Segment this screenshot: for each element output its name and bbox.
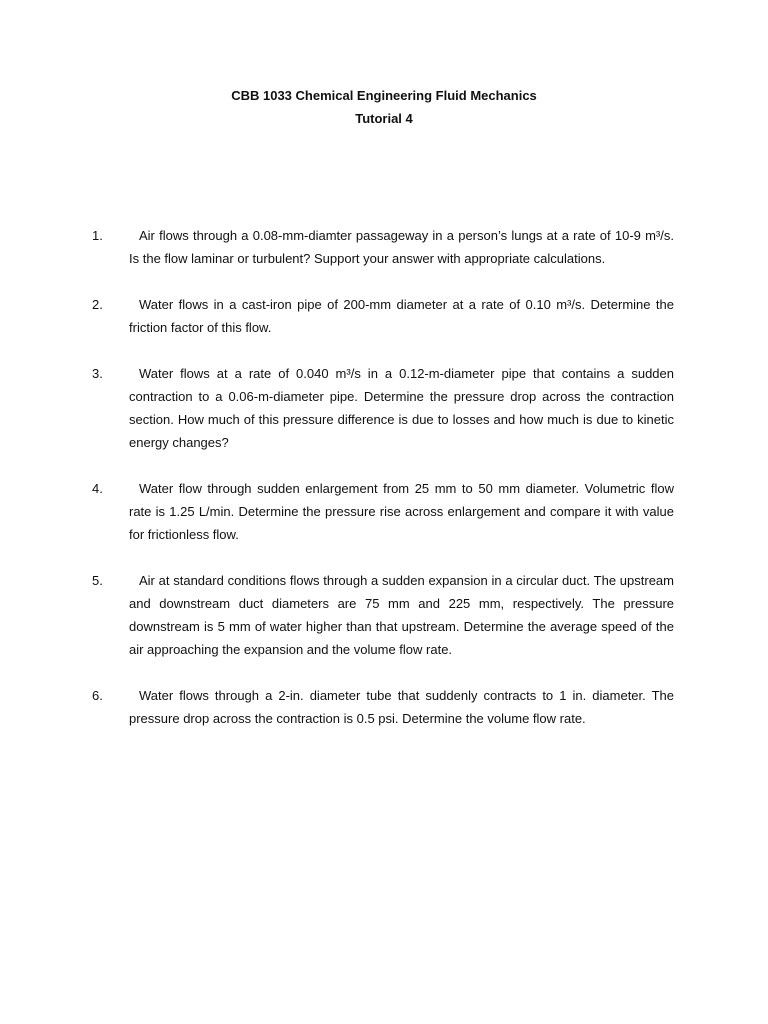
question-text: Air at standard conditions flows through a sudden expansion in a circular duct. The upstream and downstream duct diameters are 75 mm and 225 mm, respectively. The pressure downstream is 5 mm of water higher than that upstream. Determine the average speed of the air approaching the expansion and the volume flow rate. [129, 573, 674, 657]
question-text: Water flows through a 2-in. diameter tube that suddenly contracts to 1 in. diameter. The pressure drop across the contraction is 0.5 psi. Determine the volume flow rate. [129, 688, 674, 726]
question-item [92, 293, 674, 339]
question-number: 3. [92, 366, 103, 381]
question-number: 1. [92, 228, 103, 243]
course-title: CBB 1033 Chemical Engineering Fluid Mechanics [231, 88, 537, 103]
question-number: 2. [92, 297, 103, 312]
question-list [92, 224, 674, 753]
question-number: 5. [92, 573, 103, 588]
tutorial-title: Tutorial 4 [355, 111, 413, 126]
question-item [92, 362, 674, 454]
question-text: Water flow through sudden enlargement from 25 mm to 50 mm diameter. Volumetric flow rate is 1.25 L/min. Determine the pressure rise across enlargement and compare it with value for frictionless flow. [129, 481, 674, 542]
question-item [92, 224, 674, 270]
question-item [92, 569, 674, 661]
question-number: 6. [92, 688, 103, 703]
question-text: Water flows in a cast-iron pipe of 200-mm diameter at a rate of 0.10 m³/s. Determine the friction factor of this flow. [129, 297, 674, 335]
question-text: Water flows at a rate of 0.040 m³/s in a 0.12-m-diameter pipe that contains a sudden contraction to a 0.06-m-diameter pipe. Determine the pressure drop across the contraction section. How much of this pressure difference is due to losses and how much is due to kinetic energy changes? [129, 366, 674, 450]
question-item [92, 477, 674, 546]
question-text: Air flows through a 0.08-mm-diamter passageway in a person’s lungs at a rate of 10-9 m³/s. Is the flow laminar or turbulent? Support your answer with appropriate calculations. [129, 228, 674, 266]
question-item [92, 684, 674, 730]
question-number: 4. [92, 481, 103, 496]
